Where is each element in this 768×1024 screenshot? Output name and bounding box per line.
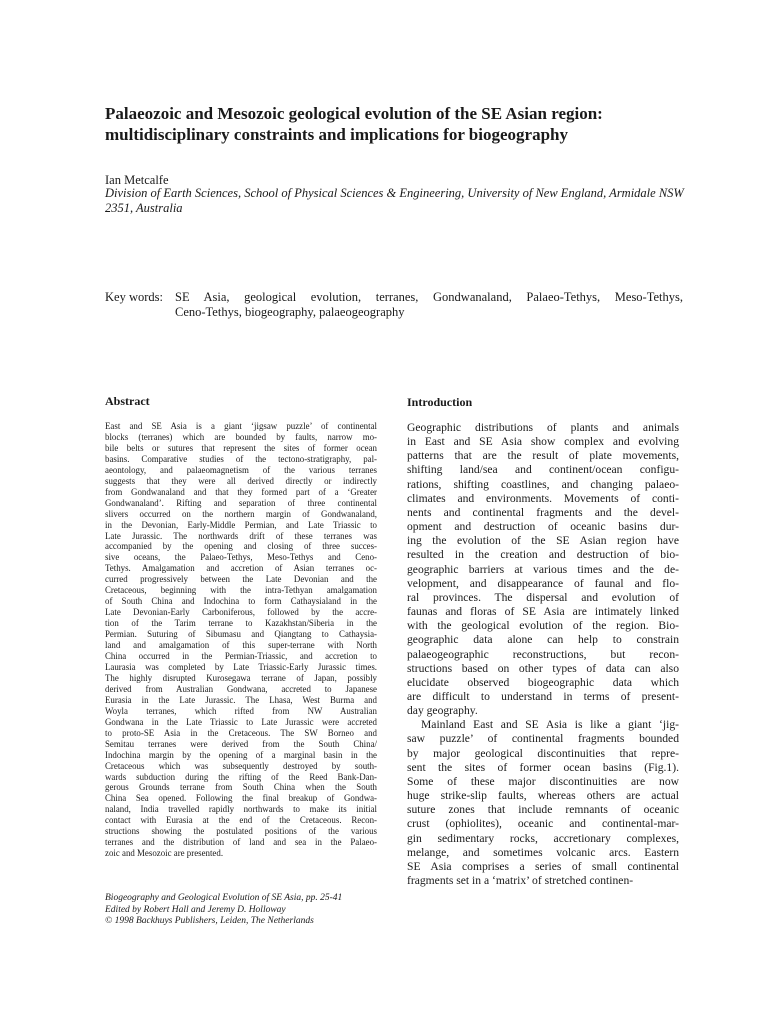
author-affiliation: Division of Earth Sciences, School of Physical Sciences & Engineering, University of New England, Armidale NSW 2351, Australia (105, 186, 684, 215)
abstract-line: basins. Comparative studies of the tectono-stratigraphy, pal- (105, 453, 377, 464)
abstract-line: Gondwana in the Late Triassic to Late Jurassic were accreted (105, 716, 377, 727)
abstract-line: accompanied by the opening and closing of three succes- (105, 541, 377, 552)
introduction-line: elucidate observed biogeographic data which (407, 675, 679, 689)
introduction-line: saw puzzle’ of continental fragments bounded (407, 732, 679, 746)
author-name: Ian Metcalfe (105, 173, 169, 187)
keywords-block (105, 290, 683, 320)
introduction-line: climates and environments. Movements of conti- (407, 491, 679, 505)
introduction-body (407, 421, 679, 888)
abstract-line: blocks (terranes) which are bounded by faults, narrow mo- (105, 431, 377, 442)
abstract-line: gerous Grounds terrane from South China when the South (105, 782, 377, 793)
footer-editors: Edited by Robert Hall and Jeremy D. Holloway (105, 904, 286, 915)
abstract-line: Gondwanaland’. Rifting and separation of three continental (105, 497, 377, 508)
abstract-line: Woyla terranes, which rifted from NW Australian (105, 705, 377, 716)
abstract-line: to proto-SE Asia in the Cretaceous. The SW Borneo and (105, 727, 377, 738)
abstract-line: naland, India travelled rapidly northwards to make its initial (105, 804, 377, 815)
introduction-line: rations, shifting coastlines, and changing palaeo- (407, 477, 679, 491)
abstract-line: derived from Australian Gondwana, accreted to Japanese (105, 683, 377, 694)
introduction-line: ral provinces. The dispersal and evolution of (407, 590, 679, 604)
abstract-line: contact with Eurasia at the end of the Cretaceous. Recon- (105, 815, 377, 826)
abstract-line: tion of the Tarim terrane to Kazakhstan/Siberia in the (105, 618, 377, 629)
introduction-line: gin sedimentary rocks, accretionary complexes, (407, 831, 679, 845)
introduction-line: Some of these major discontinuities are now (407, 774, 679, 788)
introduction-line: structions based on other types of data can also (407, 661, 679, 675)
introduction-line: resulted in the creation and destruction of bio- (407, 548, 679, 562)
abstract-line: China Sea opened. Following the final breakup of Gondwa- (105, 793, 377, 804)
introduction-heading: Introduction (407, 395, 473, 409)
introduction-line: crust (ophiolites), oceanic and continental-mar- (407, 817, 679, 831)
abstract-line: China occurred in the Permian-Triassic, and accretion to (105, 651, 377, 662)
abstract-line: sive oceans, the Palaeo-Tethys, Meso-Tethys and Ceno- (105, 552, 377, 563)
keywords-line: Ceno-Tethys, biogeography, palaeogeography (175, 305, 405, 319)
introduction-line: Mainland East and SE Asia is like a giant ‘jig- (421, 718, 679, 732)
abstract-line: curred progressively between the Late Devonian and the (105, 574, 377, 585)
introduction-line: geographic data alone can help to constrain (407, 633, 679, 647)
introduction-line: Geographic distributions of plants and animals (407, 421, 679, 434)
introduction-line: sent the sites of former ocean basins (Fig.1). (407, 760, 679, 774)
abstract-line: Semitau terranes were derived from the South China/ (105, 738, 377, 749)
abstract-line: land and amalgamation of this super-terrane with North (105, 640, 377, 651)
introduction-line: patterns that are the result of plate movements, (407, 449, 679, 463)
introduction-line: are difficult to understand in terms of present- (407, 689, 679, 703)
abstract-line: Indochina margin by the opening of a marginal basin in the (105, 749, 377, 760)
introduction-line: opment and destruction of oceanic basins dur- (407, 520, 679, 534)
abstract-line: Cretaceous, beginning with the intra-Tethyan amalgamation (105, 585, 377, 596)
abstract-line: wards subduction during the rifting of the Reed Bank-Dan- (105, 771, 377, 782)
introduction-line: SE Asia comprises a series of small continental (407, 859, 679, 873)
publication-footer (105, 893, 405, 928)
abstract-line: East and SE Asia is a giant ‘jigsaw puzzle’ of continental (105, 421, 377, 431)
introduction-line: by major geological discontinuities that repre- (407, 746, 679, 760)
abstract-line: Tethys. Amalgamation and accretion of Asian terranes oc- (105, 563, 377, 574)
introduction-line: fragments set in a ‘matrix’ of stretched continen- (407, 874, 634, 887)
abstract-line: suggests that they were all derived directly or indirectly (105, 475, 377, 486)
keywords-list (175, 290, 683, 320)
abstract-line: slivers occurred on the northern margin of Gondwanaland, (105, 508, 377, 519)
paper-title: Palaeozoic and Mesozoic geological evolution of the SE Asian region: multidisciplinary constraints and implications for biogeography (105, 104, 603, 144)
keywords-label: Key words: (105, 290, 163, 304)
abstract-heading: Abstract (105, 394, 150, 408)
abstract-line: from Gondwanaland and that they formed part of a ‘Greater (105, 486, 377, 497)
abstract-line: Eurasia in the Late Jurassic. The Lhasa, West Burma and (105, 694, 377, 705)
keywords-line: SE Asia, geological evolution, terranes, Gondwanaland, Palaeo-Tethys, Meso-Tethys, (175, 290, 683, 304)
abstract-line: structions showing the postulated positions of the various (105, 826, 377, 837)
introduction-line: in East and SE Asia show complex and evolving (407, 435, 679, 449)
introduction-line: melange, and sometimes volcanic arcs. Eastern (407, 845, 679, 859)
abstract-line: in the Devonian, Early-Middle Permian, and Late Triassic to (105, 519, 377, 530)
abstract-line: Late Devonian-Early Carboniferous, followed by the accre- (105, 607, 377, 618)
footer-citation: Biogeography and Geological Evolution of SE Asia, pp. 25-41 (105, 893, 343, 903)
abstract-line: Permian. Suturing of Sibumasu and Qiangtang to Cathaysia- (105, 629, 377, 640)
introduction-line: suture zones that include remnants of oceanic (407, 803, 679, 817)
introduction-line: huge strike-slip faults, whereas others are actual (407, 789, 679, 803)
introduction-line: palaeogeographic reconstructions, but recon- (407, 647, 679, 661)
introduction-line: geographic barriers at various times and the de- (407, 562, 679, 576)
abstract-line: The highly disrupted Kurosegawa terrane of Japan, possibly (105, 672, 377, 683)
introduction-line: ing the evolution of the SE Asian region have (407, 534, 679, 548)
introduction-line: faunas and floras of SE Asia are intimately linked (407, 605, 679, 619)
abstract-line: Cretaceous which was subsequently destroyed by south- (105, 760, 377, 771)
introduction-line: velopment, and disappearance of faunal and flo- (407, 576, 679, 590)
introduction-line: day geography. (407, 704, 478, 718)
footer-copyright: © 1998 Backhuys Publishers, Leiden, The Netherlands (105, 916, 314, 926)
introduction-line: with the geological evolution of the region. Bio- (407, 619, 679, 633)
abstract-body (105, 421, 377, 859)
introduction-line: shifting land/sea and continent/ocean configu- (407, 463, 679, 477)
abstract-line: Laurasia was completed by Late Triassic-Early Jurassic times. (105, 661, 377, 672)
abstract-line: of South China and Indochina to form Cathaysialand in the (105, 596, 377, 607)
introduction-line: nents and continental fragments and the devel- (407, 505, 679, 519)
abstract-line: bile belts or sutures that represent the sites of former ocean (105, 442, 377, 453)
abstract-line: zoic and Mesozoic are presented. (105, 848, 224, 859)
abstract-line: terranes and the distribution of land and sea in the Palaeo- (105, 837, 377, 848)
abstract-line: Late Jurassic. The northwards drift of these terranes was (105, 530, 377, 541)
abstract-line: aeontology, and palaeomagnetism of the various terranes (105, 464, 377, 475)
